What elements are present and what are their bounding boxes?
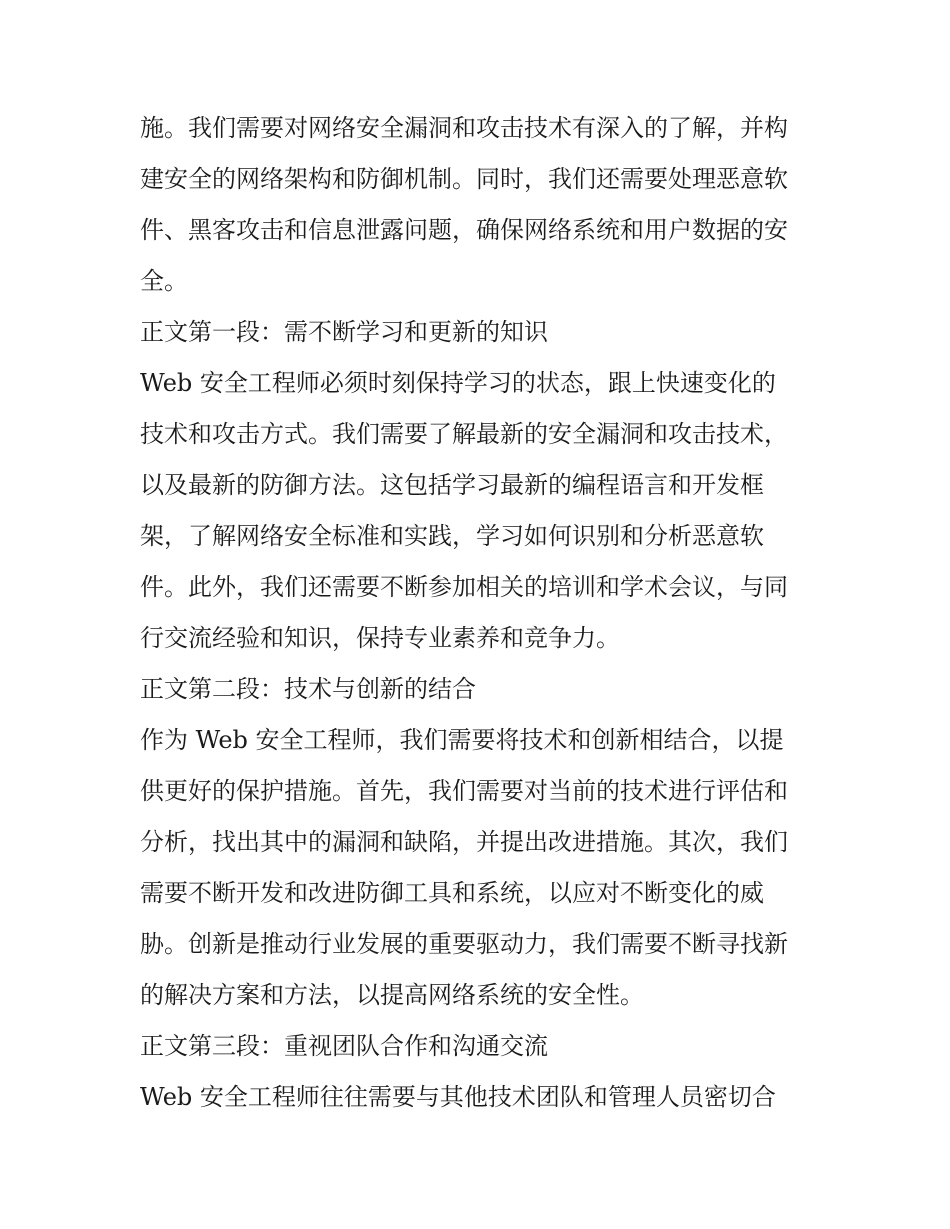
section-1-heading: 正文第一段：需不断学习和更新的知识 <box>140 318 548 346</box>
section-2-line-5: 胁。创新是推动行业发展的重要驱动力，我们需要不断寻找新 <box>140 930 788 958</box>
section-3-heading: 正文第三段：重视团队合作和沟通交流 <box>140 1032 548 1060</box>
section-3-line-1: Web 安全工程师往往需要与其他技术团队和管理人员密切合 <box>140 1083 776 1111</box>
section-2-line-6: 的解决方案和方法，以提高网络系统的安全性。 <box>140 981 644 1009</box>
section-1-line-1: Web 安全工程师必须时刻保持学习的状态，跟上快速变化的 <box>140 369 776 397</box>
section-2-line-1: 作为 Web 安全工程师，我们需要将技术和创新相结合，以提 <box>140 726 784 754</box>
section-1-line-4: 架，了解网络安全标准和实践，学习如何识别和分析恶意软 <box>140 522 764 550</box>
section-1-line-6: 行交流经验和知识，保持专业素养和竞争力。 <box>140 624 620 652</box>
section-1-line-3: 以及最新的防御方法。这包括学习最新的编程语言和开发框 <box>140 471 764 499</box>
intro-line-4: 全。 <box>140 267 188 295</box>
intro-line-1: 施。我们需要对网络安全漏洞和攻击技术有深入的了解，并构 <box>140 114 788 142</box>
section-2-line-4: 需要不断开发和改进防御工具和系统，以应对不断变化的威 <box>140 879 764 907</box>
section-1-line-2: 技术和攻击方式。我们需要了解最新的安全漏洞和攻击技术， <box>140 420 788 448</box>
section-2-line-3: 分析，找出其中的漏洞和缺陷，并提出改进措施。其次，我们 <box>140 828 788 856</box>
section-2-heading: 正文第二段：技术与创新的结合 <box>140 675 476 703</box>
intro-line-2: 建安全的网络架构和防御机制。同时，我们还需要处理恶意软 <box>140 165 788 193</box>
section-1-line-5: 件。此外，我们还需要不断参加相关的培训和学术会议，与同 <box>140 573 788 601</box>
document-body <box>140 103 820 1123</box>
section-2-line-2: 供更好的保护措施。首先，我们需要对当前的技术进行评估和 <box>140 777 788 805</box>
intro-line-3: 件、黑客攻击和信息泄露问题，确保网络系统和用户数据的安 <box>140 216 788 244</box>
